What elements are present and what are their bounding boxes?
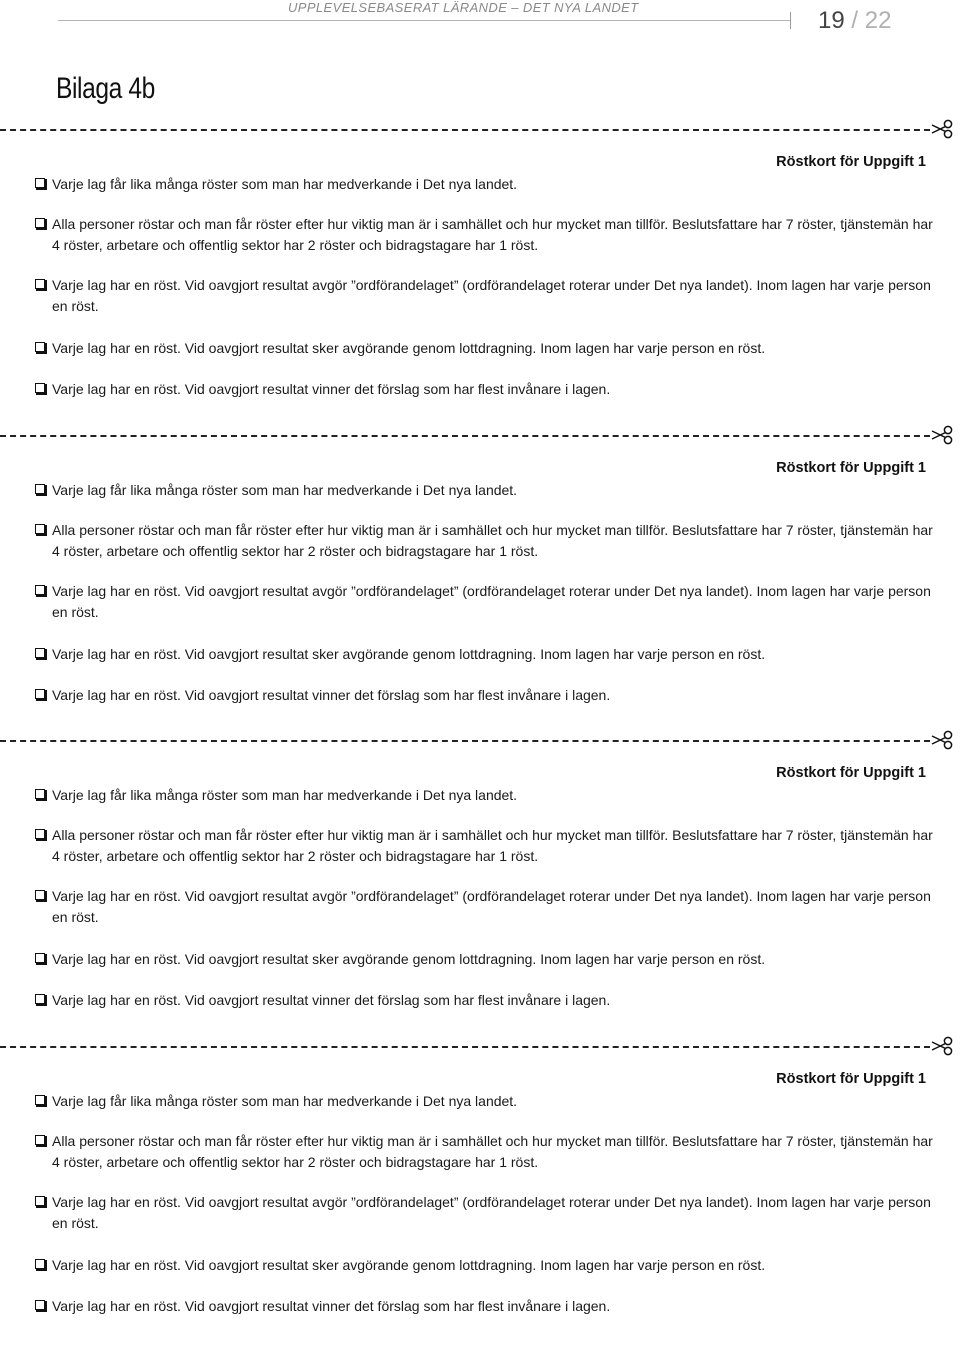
checkbox-icon[interactable] [35, 484, 45, 494]
vote-option[interactable] [35, 1192, 935, 1234]
cut-line [0, 129, 930, 131]
card-title: Röstkort för Uppgift 1 [776, 1071, 926, 1087]
vote-option-label: Varje lag har en röst. Vid oavgjort resultat vinner det förslag som har flest invånare i lagen. [52, 992, 611, 1008]
checkbox-icon[interactable] [35, 524, 45, 534]
vote-option[interactable] [35, 1091, 935, 1112]
vote-option-label: Varje lag har en röst. Vid oavgjort resultat sker avgörande genom lottdragning. Inom lagen har varje person en röst. [52, 1257, 766, 1273]
vote-option-label: Alla personer röstar och man får röster efter hur viktig man är i samhället och hur mycket man tillför. Beslutsfattare har 7 röster, tjänstemän har 4 röster, arbetare och offentlig sektor har 2 röster och bidragstagare har 1 röst. [52, 827, 933, 864]
vote-option-label: Varje lag får lika många röster som man har medverkande i Det nya landet. [52, 787, 518, 803]
vote-option[interactable] [35, 1131, 935, 1173]
voting-card [0, 435, 960, 735]
checkbox-icon[interactable] [35, 994, 45, 1004]
running-title: UPPLEVELSEBASERAT LÄRANDE – DET NYA LANDET [288, 0, 639, 15]
vote-option[interactable] [35, 581, 935, 623]
cut-line [0, 1046, 930, 1048]
page-number [818, 7, 891, 35]
checkbox-icon[interactable] [35, 279, 45, 289]
checkbox-icon[interactable] [35, 178, 45, 188]
vote-option-label: Varje lag får lika många röster som man har medverkande i Det nya landet. [52, 1093, 518, 1109]
vote-option-label: Varje lag har en röst. Vid oavgjort resultat sker avgörande genom lottdragning. Inom lagen har varje person en röst. [52, 340, 766, 356]
vote-option[interactable] [35, 1255, 935, 1276]
card-title: Röstkort för Uppgift 1 [776, 460, 926, 476]
checkbox-icon[interactable] [35, 689, 45, 699]
vote-option[interactable] [35, 990, 935, 1011]
vote-option[interactable] [35, 214, 935, 256]
vote-option[interactable] [35, 785, 935, 806]
vote-option[interactable] [35, 886, 935, 928]
page-separator: / [851, 7, 859, 34]
checkbox-icon[interactable] [35, 383, 45, 393]
vote-option-label: Varje lag har en röst. Vid oavgjort resultat avgör ”ordförandelaget” (ordförandelaget roterar under Det nya landet). Inom lagen har varje person en röst. [52, 888, 931, 925]
checkbox-icon[interactable] [35, 1300, 45, 1310]
scissors-icon [930, 1035, 958, 1057]
scissors-icon [930, 118, 958, 140]
vote-option[interactable] [35, 949, 935, 970]
checkbox-icon[interactable] [35, 789, 45, 799]
page-current: 19 [818, 7, 845, 34]
vote-option[interactable] [35, 685, 935, 706]
vote-option[interactable] [35, 275, 935, 317]
vote-option-label: Varje lag har en röst. Vid oavgjort resultat vinner det förslag som har flest invånare i lagen. [52, 1298, 611, 1314]
page-total: 22 [864, 7, 892, 34]
checkbox-icon[interactable] [35, 1259, 45, 1269]
checkbox-icon[interactable] [35, 342, 45, 352]
checkbox-icon[interactable] [35, 585, 45, 595]
checkbox-icon[interactable] [35, 1135, 45, 1145]
vote-option-label: Alla personer röstar och man får röster efter hur viktig man är i samhället och hur mycket man tillför. Beslutsfattare har 7 röster, tjänstemän har 4 röster, arbetare och offentlig sektor har 2 röster och bidragstagare har 1 röst. [52, 216, 933, 253]
vote-option-label: Alla personer röstar och man får röster efter hur viktig man är i samhället och hur mycket man tillför. Beslutsfattare har 7 röster, tjänstemän har 4 röster, arbetare och offentlig sektor har 2 röster och bidragstagare har 1 röst. [52, 1133, 933, 1170]
vote-option-label: Varje lag har en röst. Vid oavgjort resultat avgör ”ordförandelaget” (ordförandelaget roterar under Det nya landet). Inom lagen har varje person en röst. [52, 277, 931, 314]
vote-option[interactable] [35, 379, 935, 400]
scissors-icon [930, 424, 958, 446]
vote-option-label: Varje lag har en röst. Vid oavgjort resultat avgör ”ordförandelaget” (ordförandelaget roterar under Det nya landet). Inom lagen har varje person en röst. [52, 583, 931, 620]
checkbox-icon[interactable] [35, 1196, 45, 1206]
checkbox-icon[interactable] [35, 953, 45, 963]
voting-card [0, 740, 960, 1040]
vote-option-label: Varje lag har en röst. Vid oavgjort resultat sker avgörande genom lottdragning. Inom lagen har varje person en röst. [52, 951, 766, 967]
header-rule [58, 20, 790, 21]
vote-option-label: Varje lag har en röst. Vid oavgjort resultat vinner det förslag som har flest invånare i lagen. [52, 381, 611, 397]
vote-option-label: Alla personer röstar och man får röster efter hur viktig man är i samhället och hur mycket man tillför. Beslutsfattare har 7 röster, tjänstemän har 4 röster, arbetare och offentlig sektor har 2 röster och bidragstagare har 1 röst. [52, 522, 933, 559]
page-title: Bilaga 4b [56, 72, 155, 105]
vote-option[interactable] [35, 644, 935, 665]
vote-option-label: Varje lag har en röst. Vid oavgjort resultat avgör ”ordförandelaget” (ordförandelaget roterar under Det nya landet). Inom lagen har varje person en röst. [52, 1194, 931, 1231]
card-title: Röstkort för Uppgift 1 [776, 154, 926, 170]
voting-card [0, 129, 960, 429]
cut-line [0, 740, 930, 742]
header-rule-tick [790, 12, 791, 29]
card-title: Röstkort för Uppgift 1 [776, 765, 926, 781]
vote-option-label: Varje lag har en röst. Vid oavgjort resultat vinner det förslag som har flest invånare i lagen. [52, 687, 611, 703]
checkbox-icon[interactable] [35, 890, 45, 900]
checkbox-icon[interactable] [35, 829, 45, 839]
vote-option[interactable] [35, 338, 935, 359]
vote-option-label: Varje lag har en röst. Vid oavgjort resultat sker avgörande genom lottdragning. Inom lagen har varje person en röst. [52, 646, 766, 662]
vote-option-label: Varje lag får lika många röster som man har medverkande i Det nya landet. [52, 176, 518, 192]
vote-option[interactable] [35, 174, 935, 195]
vote-option[interactable] [35, 825, 935, 867]
scissors-icon [930, 729, 958, 751]
vote-option[interactable] [35, 480, 935, 501]
voting-card [0, 1046, 960, 1346]
vote-option-label: Varje lag får lika många röster som man har medverkande i Det nya landet. [52, 482, 518, 498]
checkbox-icon[interactable] [35, 218, 45, 228]
checkbox-icon[interactable] [35, 648, 45, 658]
cut-line [0, 435, 930, 437]
vote-option[interactable] [35, 520, 935, 562]
checkbox-icon[interactable] [35, 1095, 45, 1105]
